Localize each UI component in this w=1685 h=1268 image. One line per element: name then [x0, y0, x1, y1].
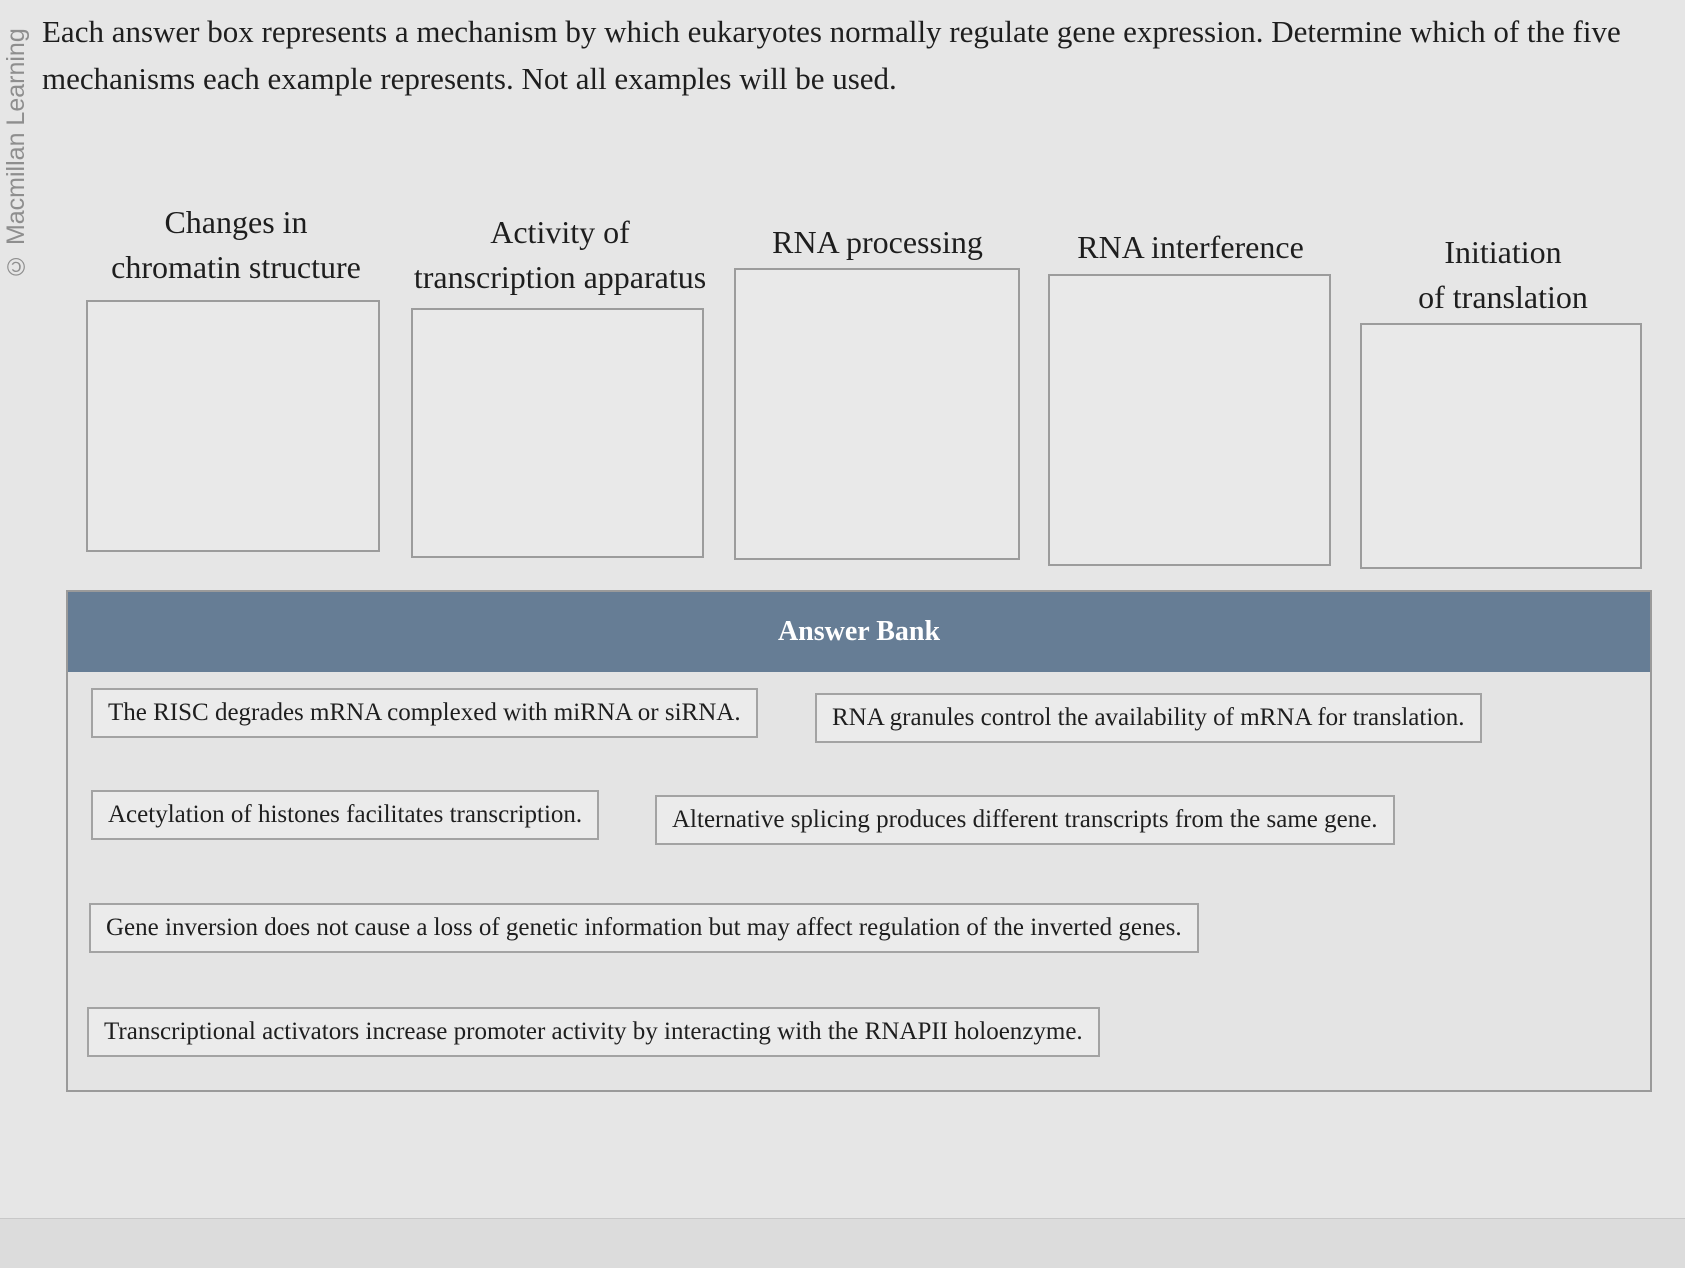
category-initiation-of-translation: [1358, 230, 1648, 320]
drop-target-rna-interference[interactable]: [1048, 274, 1331, 566]
answer-chip-alternative-splicing[interactable]: Alternative splicing produces different transcripts from the same gene.: [655, 795, 1395, 845]
answer-chip-gene-inversion[interactable]: Gene inversion does not cause a loss of genetic information but may affect regulation of the inverted genes.: [89, 903, 1199, 953]
drop-target-initiation-of-translation[interactable]: [1360, 323, 1642, 569]
category-rna-interference: [1048, 225, 1333, 270]
copyright-notice: © Macmillan Learning: [2, 28, 30, 280]
drop-target-chromatin-structure[interactable]: [86, 300, 380, 552]
category-transcription-apparatus: [405, 210, 715, 300]
category-title-line2: transcription apparatus: [413, 259, 707, 295]
answer-bank-title: Answer Bank: [68, 592, 1650, 672]
category-title-line1: Initiation: [1444, 234, 1562, 270]
category-rna-processing: [735, 220, 1020, 265]
answer-chip-histone-acetylation[interactable]: Acetylation of histones facilitates transcription.: [91, 790, 599, 840]
category-title-line1: Activity of: [490, 214, 630, 250]
answer-chip-risc[interactable]: The RISC degrades mRNA complexed with miRNA or siRNA.: [91, 688, 758, 738]
answer-chip-rna-granules[interactable]: RNA granules control the availability of mRNA for translation.: [815, 693, 1482, 743]
category-title-line1: Changes in: [164, 204, 308, 240]
category-title-line2: chromatin structure: [111, 249, 361, 285]
answer-chip-transcriptional-activators[interactable]: Transcriptional activators increase promoter activity by interacting with the RNAPII holoenzyme.: [87, 1007, 1100, 1057]
category-chromatin-structure: [86, 200, 386, 290]
question-instructions: Each answer box represents a mechanism by which eukaryotes normally regulate gene expression. Determine which of the five mechanisms each example represents. Not all examples will be used.: [42, 14, 1621, 96]
category-title-line2: of translation: [1418, 279, 1588, 315]
drop-target-transcription-apparatus[interactable]: [411, 308, 704, 558]
answer-bank: [66, 590, 1652, 1092]
drop-target-rna-processing[interactable]: [734, 268, 1020, 560]
category-title-line1: RNA interference: [1077, 229, 1304, 265]
category-title-line1: RNA processing: [772, 224, 983, 260]
